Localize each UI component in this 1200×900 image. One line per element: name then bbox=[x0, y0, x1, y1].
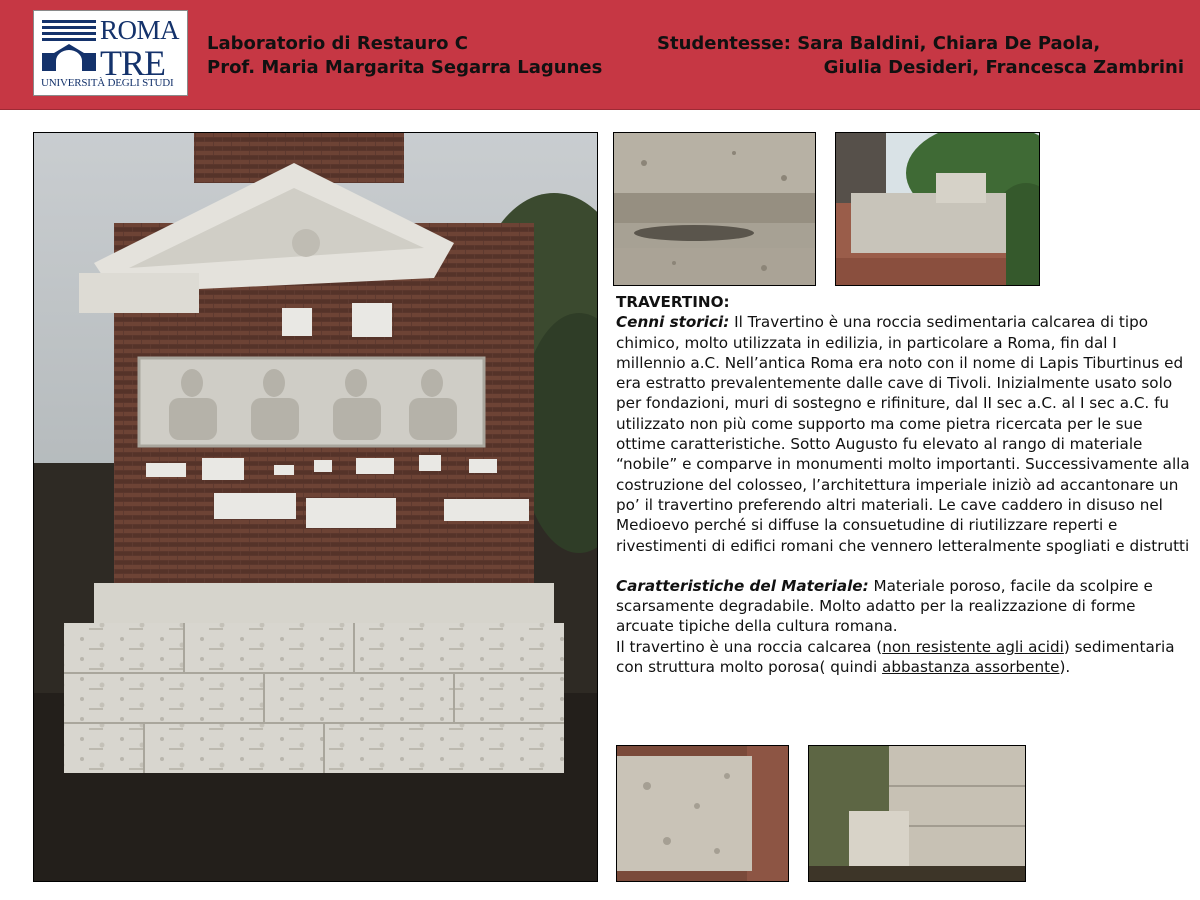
porosity-text-c: ). bbox=[1059, 658, 1071, 677]
paragraph-gap bbox=[616, 556, 1190, 576]
history-paragraph bbox=[616, 312, 1190, 556]
logo-university: UNIVERSITÀ DEGLI STUDI bbox=[41, 77, 174, 89]
section-title: TRAVERTINO: bbox=[616, 293, 730, 311]
monument-photo bbox=[33, 132, 598, 882]
porosity-text-b: ) sedimentaria con struttura molto porosa( quindi bbox=[616, 637, 1175, 677]
course-title: Laboratorio di Restauro C bbox=[207, 33, 468, 54]
stone-block-photo bbox=[616, 745, 789, 882]
students-line-2: Giulia Desideri, Francesca Zambrini bbox=[823, 57, 1184, 78]
history-label: Cenni storici: bbox=[616, 313, 730, 332]
features-text: Materiale poroso, facile da scolpire e scarsamente degradabile. Molto adatto per la realizzazione di forme arcuate tipiche della cultura romana. bbox=[616, 576, 1153, 636]
acid-note: non resistente agli acidi bbox=[882, 637, 1064, 656]
porosity-text-a: Il travertino è una roccia calcarea ( bbox=[616, 637, 883, 656]
logo-roma: ROMA bbox=[100, 15, 180, 45]
professor-name: Prof. Maria Margarita Segarra Lagunes bbox=[207, 57, 603, 78]
logo-tre: TRE bbox=[100, 43, 165, 83]
porosity-paragraph bbox=[616, 637, 1190, 678]
features-label: Caratteristiche del Materiale: bbox=[616, 576, 869, 595]
roma-tre-logo bbox=[33, 10, 188, 96]
history-text: Il Travertino è una roccia sedimentaria calcarea di tipo chimico, molto utilizzata in edilizia, in particolare a Roma, fin dal I millennio a.C. Nell’antica Roma era noto con il nome di Lapis Tiburtinus ed era estratto prevalentemente dalle cave di Tivoli. Inizialmente usato solo per fondazioni, muri di sostegno e rifiniture, dal II sec a.C. al I sec a.C. fu utilizzato non più come supporto ma come pietra ricercata per le sue ottime caratteristiche. Sotto Augusto fu elevato al rango di materiale “nobile” e comparve in monumenti molto importanti. Successivamente alla costruzione del colosseo, l’architettura imperiale iniziò ad accantonare un po’ il travertino preferendo altri materiali. Le cave caddero in disuso nel Medioevo perché si diffuse la consuetudine di riutilizzare reperti e rivestimenti di edifici romani che vennero letteralmente spogliati e distrutti bbox=[616, 313, 1190, 555]
stone-corner-photo bbox=[808, 745, 1026, 882]
header-band bbox=[0, 0, 1200, 110]
students-line-1: Studentesse: Sara Baldini, Chiara De Paola, bbox=[657, 33, 1101, 54]
ruin-top-photo bbox=[835, 132, 1040, 286]
travertino-description bbox=[616, 292, 1190, 677]
travertine-texture-photo bbox=[613, 132, 816, 286]
absorbent-note: abbastanza assorbente bbox=[882, 658, 1060, 677]
features-paragraph bbox=[616, 576, 1190, 637]
